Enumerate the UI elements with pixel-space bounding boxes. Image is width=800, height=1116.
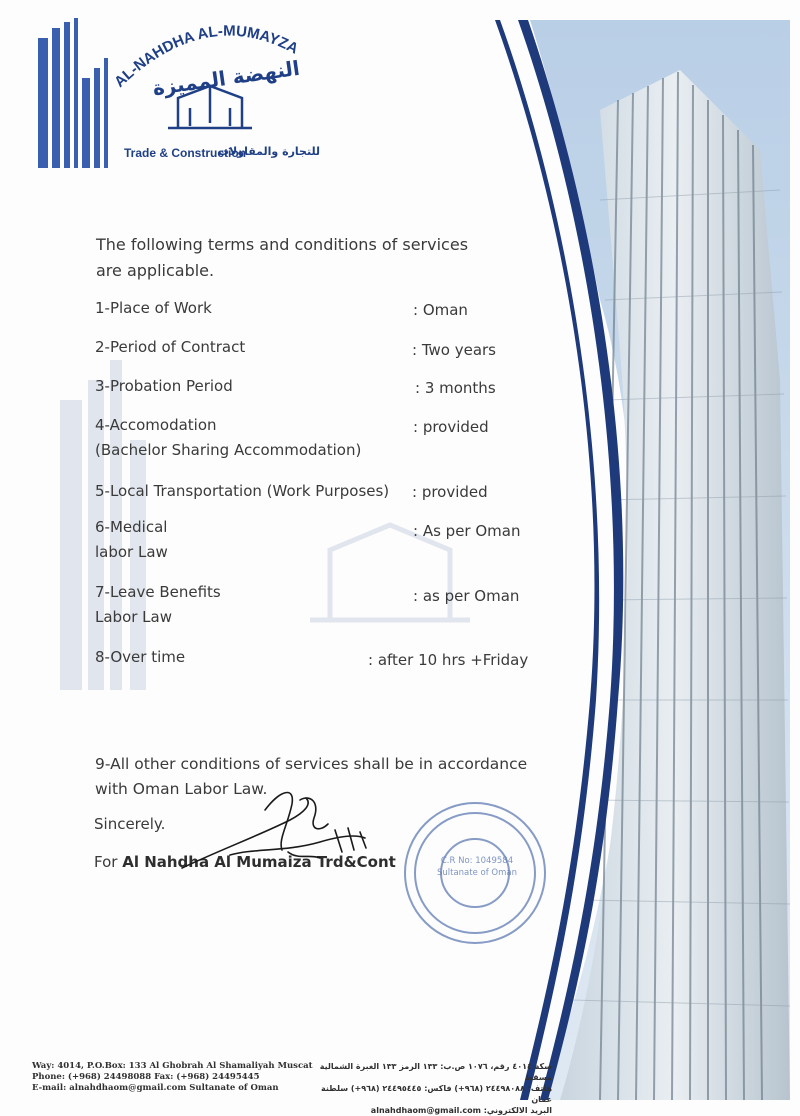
stamp-country: Sultanate of Oman	[436, 868, 517, 878]
term-value: : provided	[413, 418, 489, 436]
footer-line: البريد الالكتروني: alnahdhaom@gmail.com	[370, 1106, 552, 1115]
signoff-prefix: For	[94, 853, 118, 871]
footer-address-en	[32, 1061, 313, 1094]
term-label-main: 4-Accomodation	[95, 416, 217, 434]
footer-line: E-mail: alnahdhaom@gmail.com Sultanate of Oman	[32, 1083, 279, 1093]
term-value: : as per Oman	[413, 587, 520, 605]
term-label: 3-Probation Period	[95, 377, 233, 395]
footer-address-ar	[312, 1061, 552, 1116]
term-label-sub: (Bachelor Sharing Accommodation)	[95, 441, 362, 459]
footer-line: سكة ٤٠١٤ رقم، ١٠٧٦ ص.ب: ١٣٣ الرمز ١٣٣ الغبرة الشمالية مسقط	[319, 1062, 552, 1082]
term-value: : Two years	[412, 341, 496, 359]
term-label: 1-Place of Work	[95, 299, 212, 317]
term-label	[95, 413, 405, 463]
term-label-sub: Labor Law	[95, 608, 172, 626]
footer-line: Way: 4014, P.O.Box: 133 Al Ghobrah Al Shamaliyah Muscat	[32, 1061, 313, 1071]
stamp-cr-number: C.R No: 1049584	[440, 856, 514, 866]
term-label: 2-Period of Contract	[95, 338, 246, 356]
logo-tagline-arabic: للتجارة والمقاولات	[218, 145, 321, 158]
handwritten-signature	[170, 780, 390, 880]
term-label-main: 7-Leave Benefits	[95, 583, 221, 601]
logo-arc-text	[110, 20, 310, 90]
logo-arabic-name: النهضة المميزة	[151, 55, 302, 101]
term-value: : provided	[412, 483, 488, 501]
svg-text:AL-NAHDHA AL-MUMAYZA	[111, 23, 301, 90]
term-label: 5-Local Transportation (Work Purposes)	[95, 482, 390, 500]
term-value: : Oman	[413, 301, 468, 319]
clause-9: 9-All other conditions of services shall be in accordance with Oman Labor Law.	[95, 755, 528, 798]
intro-text: The following terms and conditions of services are applicable.	[96, 235, 469, 280]
closing: Sincerely.	[94, 815, 166, 833]
term-label-main: 6-Medical	[95, 518, 168, 536]
footer-line: Phone: (+968) 24498088 Fax: (+968) 24495445	[32, 1072, 260, 1082]
term-value: : As per Oman	[413, 522, 521, 540]
term-label: 8-Over time	[95, 648, 186, 666]
logo-company-name: AL-NAHDHA AL-MUMAYZA	[111, 22, 302, 90]
term-value: : 3 months	[415, 379, 496, 397]
signoff-company: Al Nahdha Al Mumaiza Trd&Cont	[122, 853, 396, 871]
logo-tagline: Trade & Construction	[124, 146, 247, 160]
term-label-sub: labor Law	[95, 543, 168, 561]
stamp-text	[432, 855, 522, 879]
term-label	[95, 515, 405, 565]
footer-line: هاتف: ٢٤٤٩٨٠٨٨ (٩٦٨+) فاكس: ٢٤٤٩٥٤٤٥ (٩٦٨+) سلطنة عمان	[321, 1084, 552, 1104]
term-label	[95, 580, 405, 630]
term-value: : after 10 hrs +Friday	[368, 651, 529, 669]
